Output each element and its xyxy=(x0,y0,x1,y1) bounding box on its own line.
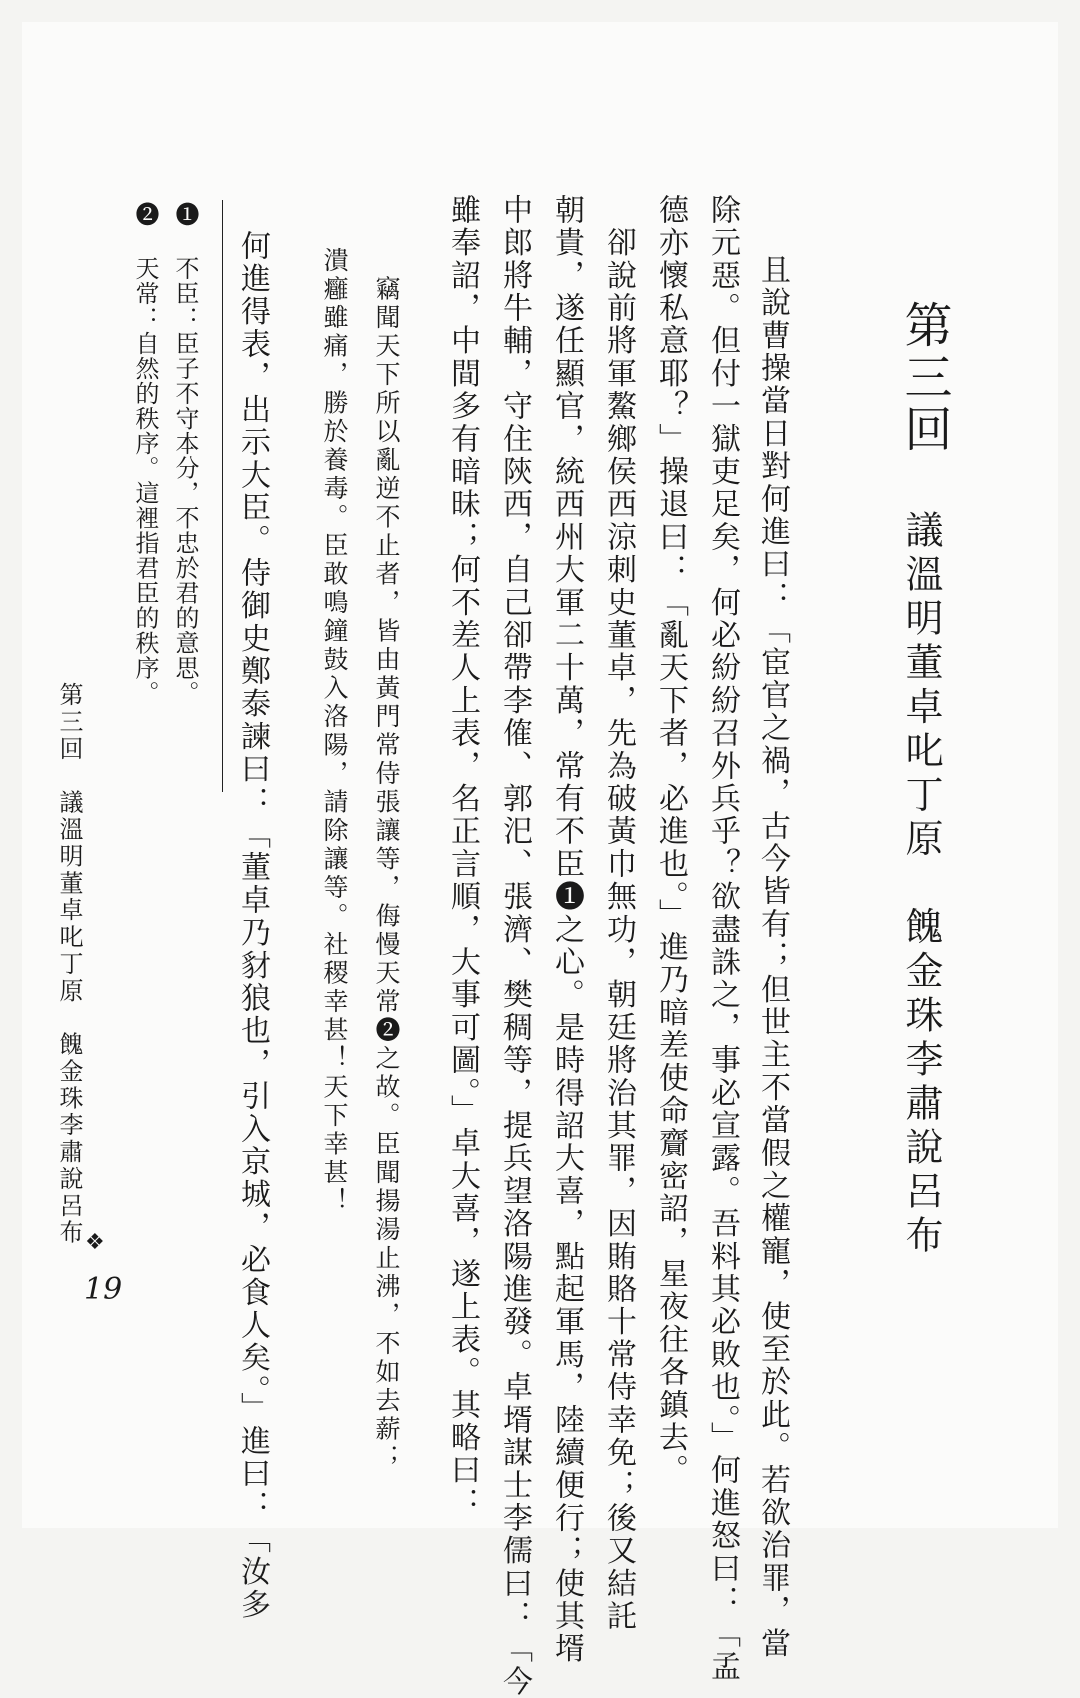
body-column: 中郎將牛輔，守住陝西，自己卻帶李傕、郭汜、張濟、樊稠等，提兵望洛陽進發。卓壻謀士李儒曰：「今 xyxy=(497,194,532,1698)
body-column: 卻說前將軍鰲鄉侯西涼刺史董卓，先為破黃巾無功，朝廷將治其罪，因賄賂十常侍幸免；後又結託 xyxy=(601,194,636,1633)
memorial-quote-column: 潰癰雖痛，勝於養毒。臣敢鳴鐘鼓入洛陽，請除讓等。社稷幸甚！天下幸甚！ xyxy=(320,247,349,1216)
running-head: 第三回 議溫明董卓叱丁原 餽金珠李肅說呂布 xyxy=(55,682,83,1247)
footnote: ❷ 天常：自然的秩序。這裡指君臣的秩序。 xyxy=(131,202,159,706)
body-column: 何進得表，出示大臣。侍御史鄭泰諫曰：「董卓乃豺狼也，引入京城，必食人矣。」進曰：「汝多 xyxy=(235,230,270,1622)
body-column: 雖奉詔，中間多有暗昧；何不差人上表，名正言順，大事可圖。」卓大喜，遂上表。其略曰： xyxy=(445,194,480,1520)
chapter-title: 議溫明董卓叱丁原 餽金珠李肅說呂布 xyxy=(899,510,943,1260)
footnote-divider xyxy=(222,200,223,792)
ornament-bullet: ❖ xyxy=(85,1230,105,1255)
body-column: 朝貴，遂任顯官，統西州大軍二十萬，常有不臣❶之心。是時得詔大喜，點起軍馬，陸續便行；使其壻 xyxy=(549,194,584,1666)
chapter-heading: 第三回 xyxy=(896,300,952,456)
body-column: 除元惡。但付一獄吏足矣，何必紛紛召外兵乎？欲盡誅之，事必宣露。吾料其必敗也。」何進怒曰：「孟 xyxy=(705,194,740,1684)
memorial-quote-column: 竊聞天下所以亂逆不止者，皆由黃門常侍張讓等，侮慢天常❷之故。臣聞揚湯止沸，不如去薪； xyxy=(372,247,401,1473)
footnote: ❶ 不臣：臣子不守本分，不忠於君的意思。 xyxy=(171,202,199,706)
body-column: 且說曹操當日對何進曰：「宦官之禍，古今皆有；但世主不當假之權寵，使至於此。若欲治罪，當 xyxy=(755,254,790,1661)
book-page xyxy=(22,22,1058,1698)
page-number: 19 xyxy=(84,1272,123,1307)
body-column: 德亦懷私意耶？」操退曰：「亂天下者，必進也。」進乃暗差使命齎密詔，星夜往各鎮去。 xyxy=(653,194,688,1487)
